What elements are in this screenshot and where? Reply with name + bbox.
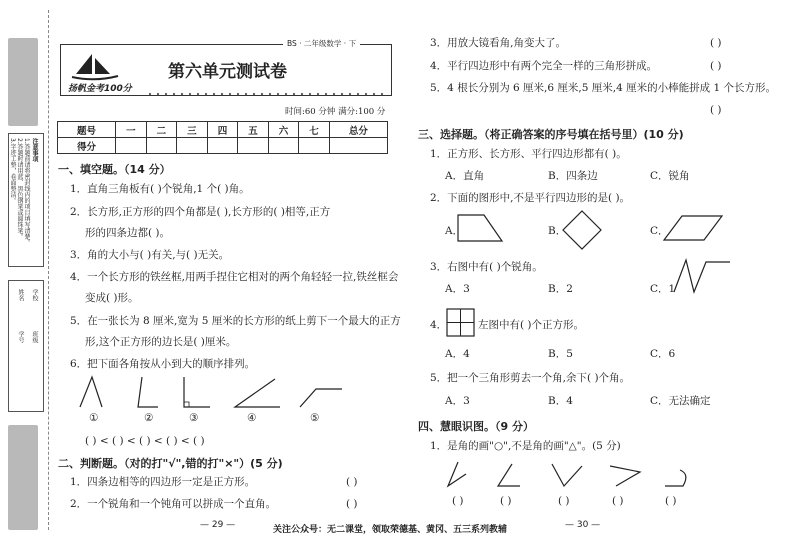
q1-3: 3．角的大小与( )有关,与( )无关。: [70, 249, 230, 261]
section-2-heading: 二、判断题。（对的打"√",错的打"×"）(5 分): [58, 457, 283, 470]
sailboat-logo-icon: [70, 52, 120, 82]
q1-4-line-a: 4．一个长方形的铁丝框,用两手捏住它相对的两个角轻轻一拉,铁丝框会: [70, 271, 399, 283]
q3-1-option-a[interactable]: A．直角: [445, 170, 485, 182]
trapezoid-shape-icon: [458, 213, 503, 243]
q2-5: 5．4 根长分别为 6 厘米,6 厘米,5 厘米,4 厘米的小棒能拼成 1 个长方形。: [430, 82, 776, 94]
section-3-heading: 三、选择题。（将正确答案的序号填在括号里）(10 分): [418, 128, 684, 141]
q3-2-option-c[interactable]: C．: [650, 225, 669, 237]
score-cell: 五: [238, 122, 269, 138]
field-name: 姓名: [17, 289, 24, 301]
notice-title: 注意事项: [31, 138, 38, 162]
q3-4-option-c[interactable]: C．6: [650, 348, 676, 360]
rhombus-shape-icon: [562, 210, 602, 250]
parallelogram-shape-icon: [664, 214, 724, 242]
score-table-score-row: [58, 138, 388, 154]
q3-5-option-c[interactable]: C．无法确定: [650, 395, 711, 407]
notice-line-2: 2.答题时请用蓝、黑色钢笔或圆珠笔。: [16, 138, 23, 240]
score-table-header-row: [58, 122, 388, 138]
angle-4-icon: [235, 379, 280, 407]
figure-2-icon: [498, 464, 520, 486]
q1-5-line-b: 形,这个正方形的边长是( )厘米。: [85, 336, 237, 348]
score-input-cell[interactable]: [268, 138, 299, 154]
q2-2-answer-blank[interactable]: ( ): [346, 498, 358, 510]
field-number: 学号: [17, 331, 24, 343]
q3-5: 5．把一个三角形剪去一个角,余下( )个角。: [430, 372, 631, 384]
q2-1-answer-blank[interactable]: ( ): [346, 476, 358, 488]
identify-angles-figures: [440, 460, 700, 490]
q3-4: 左图中有( )个正方形。: [478, 319, 585, 331]
angle-2-icon: [138, 377, 158, 407]
grid-squares-figure: [446, 308, 476, 338]
q3-1-option-c[interactable]: C．锐角: [650, 170, 690, 182]
dotted-divider: [146, 92, 386, 96]
angle-label-4: ④: [247, 412, 257, 424]
q3-3-option-a[interactable]: A．3: [445, 283, 470, 295]
q3-4-option-b[interactable]: B．5: [548, 348, 573, 360]
q3-2-option-a[interactable]: A．: [445, 225, 464, 237]
section-1-heading: 一、填空题。（14 分）: [58, 163, 171, 176]
angles-figure: [80, 375, 340, 415]
score-input-cell[interactable]: [177, 138, 208, 154]
score-input-cell[interactable]: [329, 138, 387, 154]
q4-1: 1．是角的画"○",不是角的画"△"。(5 分): [430, 440, 621, 452]
zigzag-angle-figure: [672, 258, 732, 294]
q3-3: 3．右图中有( )个锐角。: [430, 261, 543, 273]
q1-4-line-b: 变成( )形。: [85, 292, 139, 304]
q2-5-answer-blank[interactable]: ( ): [710, 104, 722, 116]
angle-label-5: ⑤: [310, 412, 320, 424]
q4-blank-2[interactable]: ( ): [500, 495, 512, 507]
q3-4-number: 4．: [430, 319, 448, 331]
score-table: [57, 121, 388, 154]
footer-notice: 关注公众号：无二课堂，领取荣德基、黄冈、五三系列教辅: [273, 525, 508, 535]
angle-3-right-icon: [184, 377, 210, 407]
notice-line-1: 1.答题前请将密封线内的项目填写清楚。: [23, 138, 30, 246]
score-input-cell[interactable]: [238, 138, 269, 154]
q3-5-option-b[interactable]: B．4: [548, 395, 573, 407]
grade-tag: BS · 二年级数学 · 下: [283, 38, 360, 49]
score-cell: 三: [177, 122, 208, 138]
q1-2-line-a: 2．长方形,正方形的四个角都是( ),长方形的( )相等,正方: [70, 206, 331, 218]
notice-line-3: 3.字迹工整，卷面整洁。: [9, 138, 16, 204]
cut-line: [48, 10, 49, 530]
field-school: 学校: [31, 289, 38, 301]
q1-5-line-a: 5．在一张长为 8 厘米,宽为 5 厘米的长方形的纸上剪下一个最大的正方: [70, 315, 401, 327]
figure-3-icon: [552, 464, 582, 486]
q2-1: 1．四条边相等的四边形一定是正方形。: [70, 476, 256, 488]
q3-1-option-b[interactable]: B．四条边: [548, 170, 598, 182]
q4-blank-1[interactable]: ( ): [452, 495, 464, 507]
page-title: 第六单元测试卷: [168, 62, 287, 82]
q4-blank-3[interactable]: ( ): [558, 495, 570, 507]
brand-logo-text: 扬帆金考100分: [68, 84, 132, 94]
q3-1: 1．正方形、长方形、平行四边形都有( )。: [430, 148, 627, 160]
section-4-heading: 四、慧眼识图。（9 分）: [418, 420, 534, 433]
student-info-box: [8, 280, 44, 412]
q3-3-option-c[interactable]: C．1: [650, 283, 676, 295]
field-class: 班级: [31, 331, 38, 343]
score-cell: 二: [146, 122, 177, 138]
score-cell: 七: [299, 122, 330, 138]
q2-4: 4．平行四边形中有两个完全一样的三角形拼成。: [430, 60, 658, 72]
score-cell: 得分: [58, 138, 116, 154]
q2-2: 2．一个锐角和一个钝角可以拼成一个直角。: [70, 498, 277, 510]
score-cell: 四: [207, 122, 238, 138]
score-input-cell[interactable]: [116, 138, 147, 154]
q1-1: 1．直角三角板有( )个锐角,1 个( )角。: [70, 183, 250, 195]
angle-1-icon: [80, 377, 102, 407]
q1-6: 6．把下面各角按从小到大的顺序排列。: [70, 358, 256, 370]
figure-5-icon: [665, 470, 686, 486]
q3-5-option-a[interactable]: A．3: [445, 395, 470, 407]
strip-decor-top: [8, 38, 38, 126]
angle-label-2: ②: [144, 412, 154, 424]
q4-blank-5[interactable]: ( ): [665, 495, 677, 507]
angle-label-3: ③: [189, 412, 199, 424]
q2-3: 3．用放大镜看角,角变大了。: [430, 37, 567, 49]
q1-2-line-b: 形的四条边都( )。: [85, 227, 171, 239]
q3-2-option-b[interactable]: B．: [548, 225, 567, 237]
page-number-right: — 30 —: [565, 520, 601, 530]
score-input-cell[interactable]: [146, 138, 177, 154]
score-cell: 六: [268, 122, 299, 138]
angle-label-1: ①: [89, 412, 99, 424]
angle-5-icon: [300, 389, 342, 407]
time-info: 时间:60 分钟 满分:100 分: [285, 107, 386, 117]
angle-order-line[interactable]: ( ) < ( ) < ( ) < ( ) < ( ): [85, 435, 205, 447]
q2-4-answer-blank[interactable]: ( ): [710, 60, 722, 72]
q4-blank-4[interactable]: ( ): [612, 495, 624, 507]
q3-4-option-a[interactable]: A．4: [445, 348, 470, 360]
score-input-cell[interactable]: [207, 138, 238, 154]
score-cell: 一: [116, 122, 147, 138]
q3-2: 2．下面的图形中,不是平行四边形的是( )。: [430, 192, 631, 204]
score-cell: 题号: [58, 122, 116, 138]
q3-3-option-b[interactable]: B．2: [548, 283, 573, 295]
notice-box: [8, 133, 44, 267]
figure-1-icon: [448, 462, 466, 486]
q2-3-answer-blank[interactable]: ( ): [710, 37, 722, 49]
score-input-cell[interactable]: [299, 138, 330, 154]
score-cell: 总分: [329, 122, 387, 138]
page-number-left: — 29 —: [200, 520, 236, 530]
figure-4-icon: [610, 466, 640, 486]
binding-strip: [0, 0, 55, 543]
strip-decor-bottom: [8, 425, 38, 530]
